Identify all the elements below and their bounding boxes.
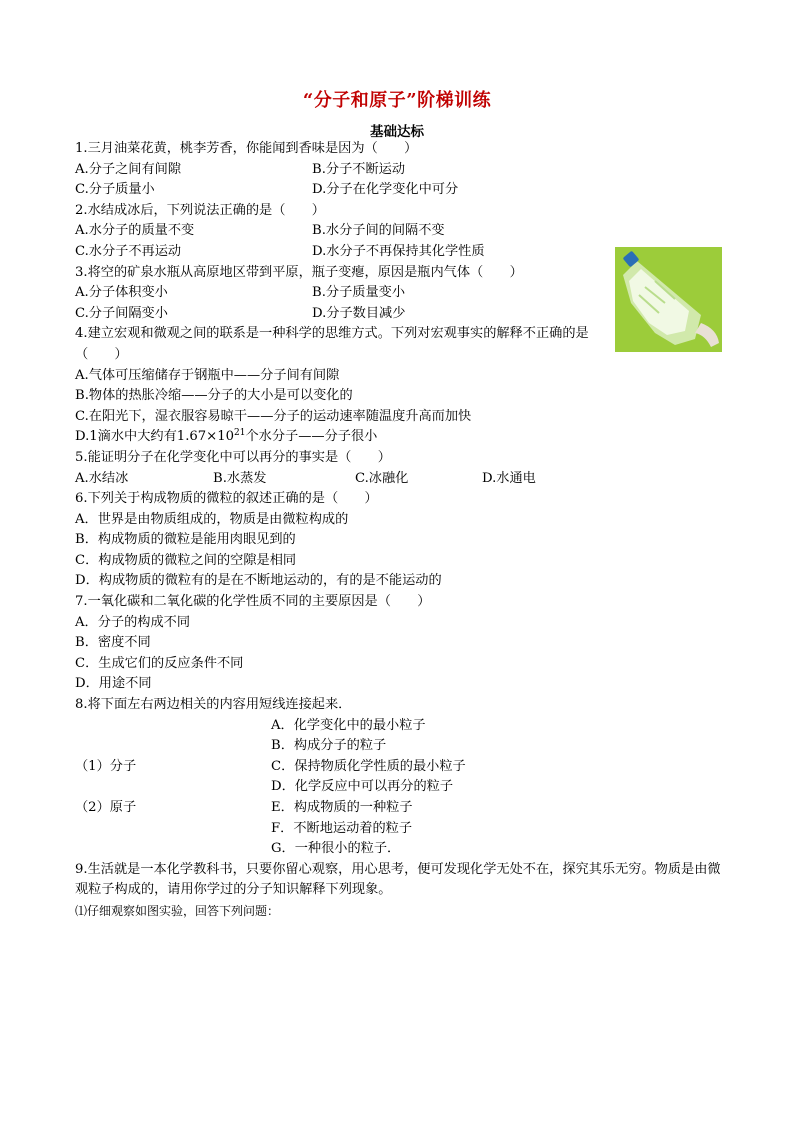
q2-option-b: B.水分子间的间隔不变 <box>312 223 445 239</box>
q9-stem: 9.生活就是一本化学教科书，只要你留心观察，用心思考，便可发现化学无处不在，探究其乐无穷。物质是由微观粒子构成的，请用你学过的分子知识解释下列现象。 <box>75 861 721 898</box>
section-title: 基础达标 <box>370 124 424 140</box>
q1-option-d: D.分子在化学变化中可分 <box>312 182 459 198</box>
q6-option-c: C．构成物质的微粒之间的空隙是相同 <box>75 552 297 568</box>
q8-stem: 8.将下面左右两边相关的内容用短线连接起来． <box>75 697 352 713</box>
q8-left-atom: （2）原子 <box>75 800 137 815</box>
q6-stem: 6.下列关于构成物质的微粒的叙述正确的是（ ） <box>75 491 378 507</box>
q4-exponent: 21 <box>234 428 246 439</box>
q8-left-molecule: （1）分子 <box>75 758 137 774</box>
q3-option-b: B.分子质量变小 <box>312 285 406 301</box>
q4-option-a: A.气体可压缩储存于钢瓶中——分子间有间隙 <box>75 367 340 383</box>
page-title: “分子和原子”阶梯训练 <box>302 90 492 111</box>
q5-stem: 5.能证明分子在化学变化中可以再分的事实是（ ） <box>75 449 391 465</box>
q1-option-a: A.分子之间有间隙 <box>75 161 182 177</box>
q3-option-d: D.分子数目减少 <box>312 305 406 321</box>
q4-option-d: D.1滴水中大约有$1.67\times 10^{21}$个水分子——分子很小 <box>75 428 378 445</box>
q3-option-a: A.分子体积变小 <box>75 285 168 301</box>
q2-option-a: A.水分子的质量不变 <box>75 223 195 239</box>
q9-sub1: ⑴仔细观察如图实验，回答下列问题： <box>75 903 280 918</box>
q1-option-c: C.分子质量小 <box>75 182 155 198</box>
q8-right-b: B．构成分子的粒子 <box>271 738 387 754</box>
q7-option-d: D．用途不同 <box>75 676 152 692</box>
q4-stem: 4.建立宏观和微观之间的联系是一种科学的思维方式。下列对宏观事实的解释不正确的是（ ） <box>75 326 589 362</box>
q4-option-b: B.物体的热胀冷缩——分子的大小是可以变化的 <box>75 388 353 404</box>
q2-stem: 2.水结成冰后，下列说法正确的是（ ） <box>75 202 325 218</box>
q6-option-a: A．世界是由物质组成的，物质是由微粒构成的 <box>75 511 349 527</box>
q4-option-c: C.在阳光下，湿衣服容易晾干——分子的运动速率随温度升高而加快 <box>75 408 472 424</box>
q8-right-f: F．不断地运动着的粒子 <box>271 820 413 836</box>
q1-stem: 1.三月油菜花黄，桃李芳香，你能闻到香味是因为（ ） <box>75 141 418 156</box>
q8-right-e: E．构成物质的一种粒子 <box>271 800 413 815</box>
q2-option-d: D.水分子不再保持其化学性质 <box>312 243 485 259</box>
q8-right-a: A．化学变化中的最小粒子 <box>271 717 426 733</box>
q5-option-c: C.冰融化 <box>355 470 409 486</box>
question-list <box>75 139 730 922</box>
q8-right-c: C．保持物质化学性质的最小粒子 <box>271 758 466 774</box>
q8-right-d: D．化学反应中可以再分的粒子 <box>271 779 454 795</box>
q5-option-a: A.水结冰 <box>75 470 129 486</box>
q2-option-c: C.水分子不再运动 <box>75 243 182 259</box>
q3-option-c: C.分子间隔变小 <box>75 305 168 321</box>
q1-option-b: B.分子不断运动 <box>312 161 406 177</box>
q8-right-g: G．一种很小的粒子． <box>271 841 401 857</box>
q5-option-b: B.水蒸发 <box>213 470 267 486</box>
q7-stem: 7.一氧化碳和二氧化碳的化学性质不同的主要原因是（ ） <box>75 594 431 610</box>
q3-stem: 3.将空的矿泉水瓶从高原地区带到平原，瓶子变瘪，原因是瓶内气体（ ） <box>75 264 523 280</box>
q7-option-b: B．密度不同 <box>75 635 151 651</box>
q5-option-d: D.水通电 <box>482 470 536 486</box>
q7-option-c: C．生成它们的反应条件不同 <box>75 655 244 671</box>
q7-option-a: A．分子的构成不同 <box>75 614 191 630</box>
q6-option-d: D．构成物质的微粒有的是在不断地运动的，有的是不能运动的 <box>75 573 442 589</box>
q6-option-b: B．构成物质的微粒是能用肉眼见到的 <box>75 532 296 548</box>
